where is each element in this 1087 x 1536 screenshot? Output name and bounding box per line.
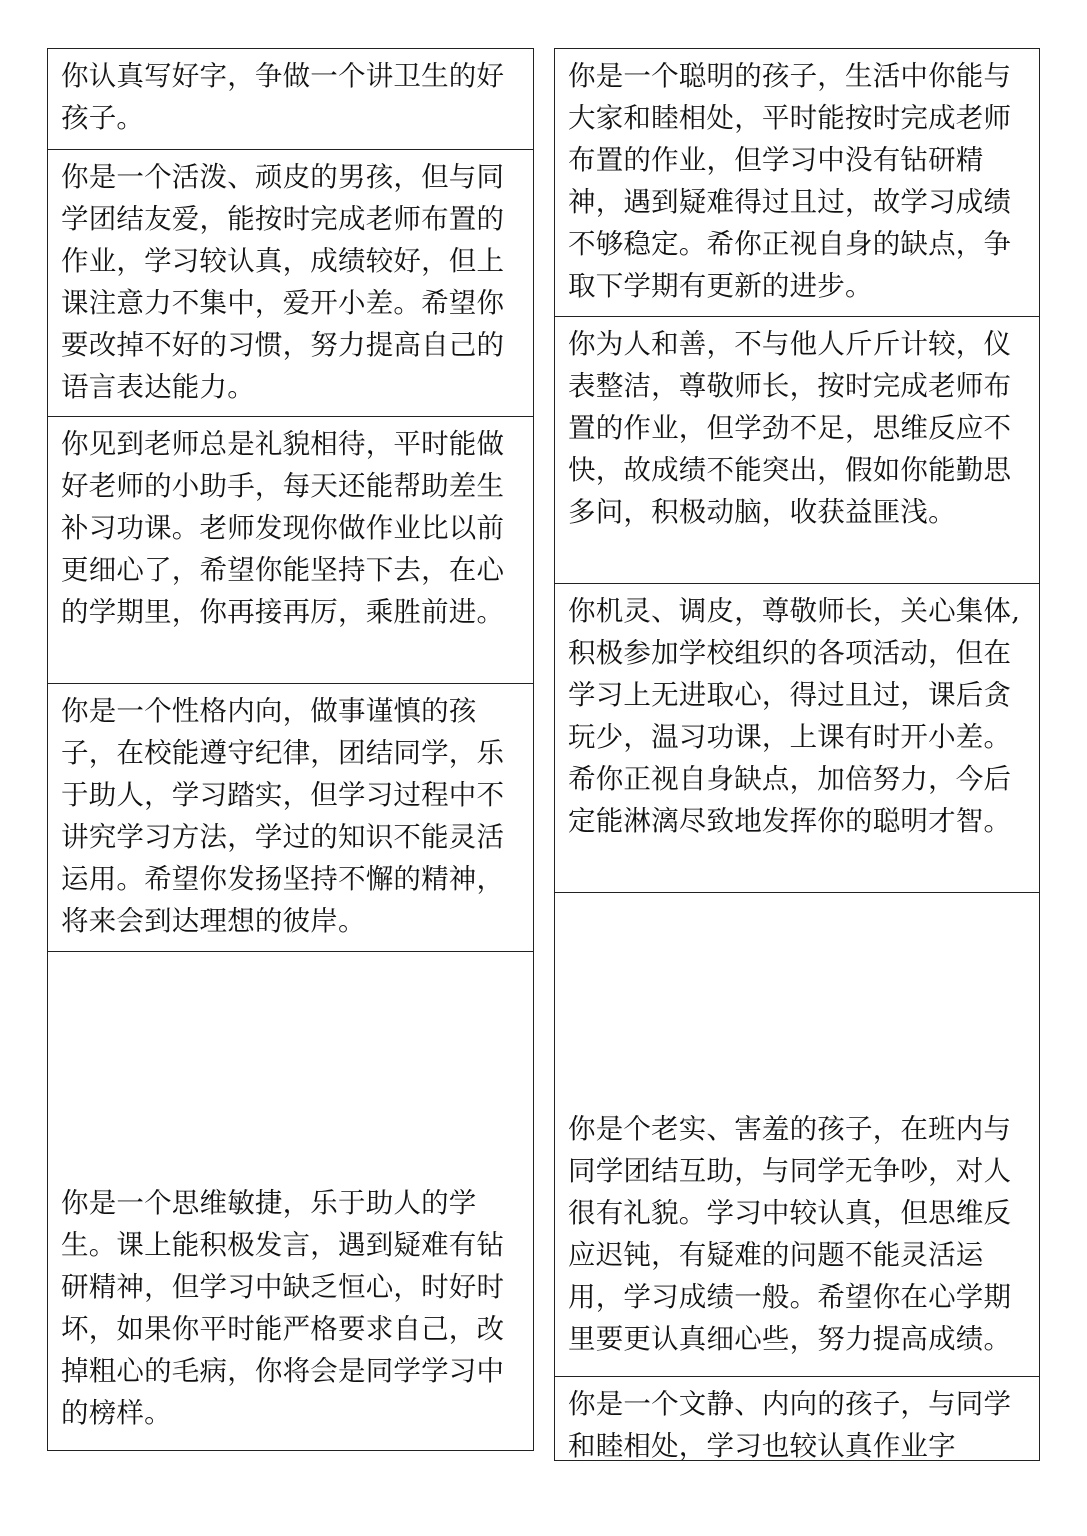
comment-text: 你是一个思维敏捷，乐于助人的学生。课上能积极发言，遇到疑难有钻研精神，但学习中缺乏恒心，时好时坏，如果你平时能严格要求自己，改掉粗心的毛病，你将会是同学学习中的榜样。 xyxy=(61,1187,505,1429)
comment-text: 你见到老师总是礼貌相待，平时能做好老师的小助手，每天还能帮助差生补习功课。老师发现你做作业比以前更细心了，希望你能坚持下去，在心的学期里，你再接再厉，乘胜前进。 xyxy=(61,428,505,628)
left-comment-column xyxy=(47,48,534,1451)
comment-text: 你是个老实、害羞的孩子，在班内与同学团结互助，与同学无争吵，对人很有礼貌。学习中较认真，但思维反应迟钝，有疑难的问题不能灵活运用，学习成绩一般。希望你在心学期里要更认真细心些，努力提高成绩。 xyxy=(568,1113,1012,1355)
comment-cell xyxy=(48,49,533,150)
comment-text: 你是一个性格内向，做事谨慎的孩子，在校能遵守纪律，团结同学，乐于助人，学习踏实，但学习过程中不讲究学习方法，学过的知识不能灵活运用。希望你发扬坚持不懈的精神，将来会到达理想的彼岸。 xyxy=(61,695,505,937)
comment-cell xyxy=(48,150,533,417)
comment-text: 你为人和善，不与他人斤斤计较，仪表整洁，尊敬师长，按时完成老师布置的作业，但学劲不足，思维反应不快，故成绩不能突出，假如你能勤思多问，积极动脑，收获益匪浅。 xyxy=(568,328,1012,528)
comment-text: 你是一个聪明的孩子，生活中你能与大家和睦相处，平时能按时完成老师布置的作业，但学习中没有钻研精神，遇到疑难得过且过，故学习成绩不够稳定。希你正视自身的缺点，争取下学期有更新的进步。 xyxy=(568,60,1012,302)
comment-cell xyxy=(555,1377,1039,1461)
comment-cell xyxy=(555,317,1039,584)
comment-text: 你是一个文静、内向的孩子，与同学和睦相处，学习也较认真作业字 xyxy=(568,1388,1012,1461)
comment-cell xyxy=(555,49,1039,317)
comment-cell xyxy=(555,893,1039,1377)
comment-cell xyxy=(48,952,533,1451)
comment-text: 你认真写好字，争做一个讲卫生的好孩子。 xyxy=(61,60,505,134)
comment-text: 你是一个活泼、顽皮的男孩，但与同学团结友爱，能按时完成老师布置的作业，学习较认真，成绩较好，但上课注意力不集中，爱开小差。希望你要改掉不好的习惯，努力提高自己的语言表达能力。 xyxy=(61,161,505,403)
comment-cell xyxy=(48,417,533,684)
comment-cell xyxy=(48,684,533,952)
right-comment-column xyxy=(554,48,1040,1461)
comment-text: 你机灵、调皮，尊敬师长，关心集体,积极参加学校组织的各项活动，但在学习上无进取心，得过且过，课后贪玩少，温习功课，上课有时开小差。希你正视自身缺点，加倍努力，今后定能淋漓尽致地发挥你的聪明才智。 xyxy=(568,595,1021,837)
comment-cell xyxy=(555,584,1039,893)
